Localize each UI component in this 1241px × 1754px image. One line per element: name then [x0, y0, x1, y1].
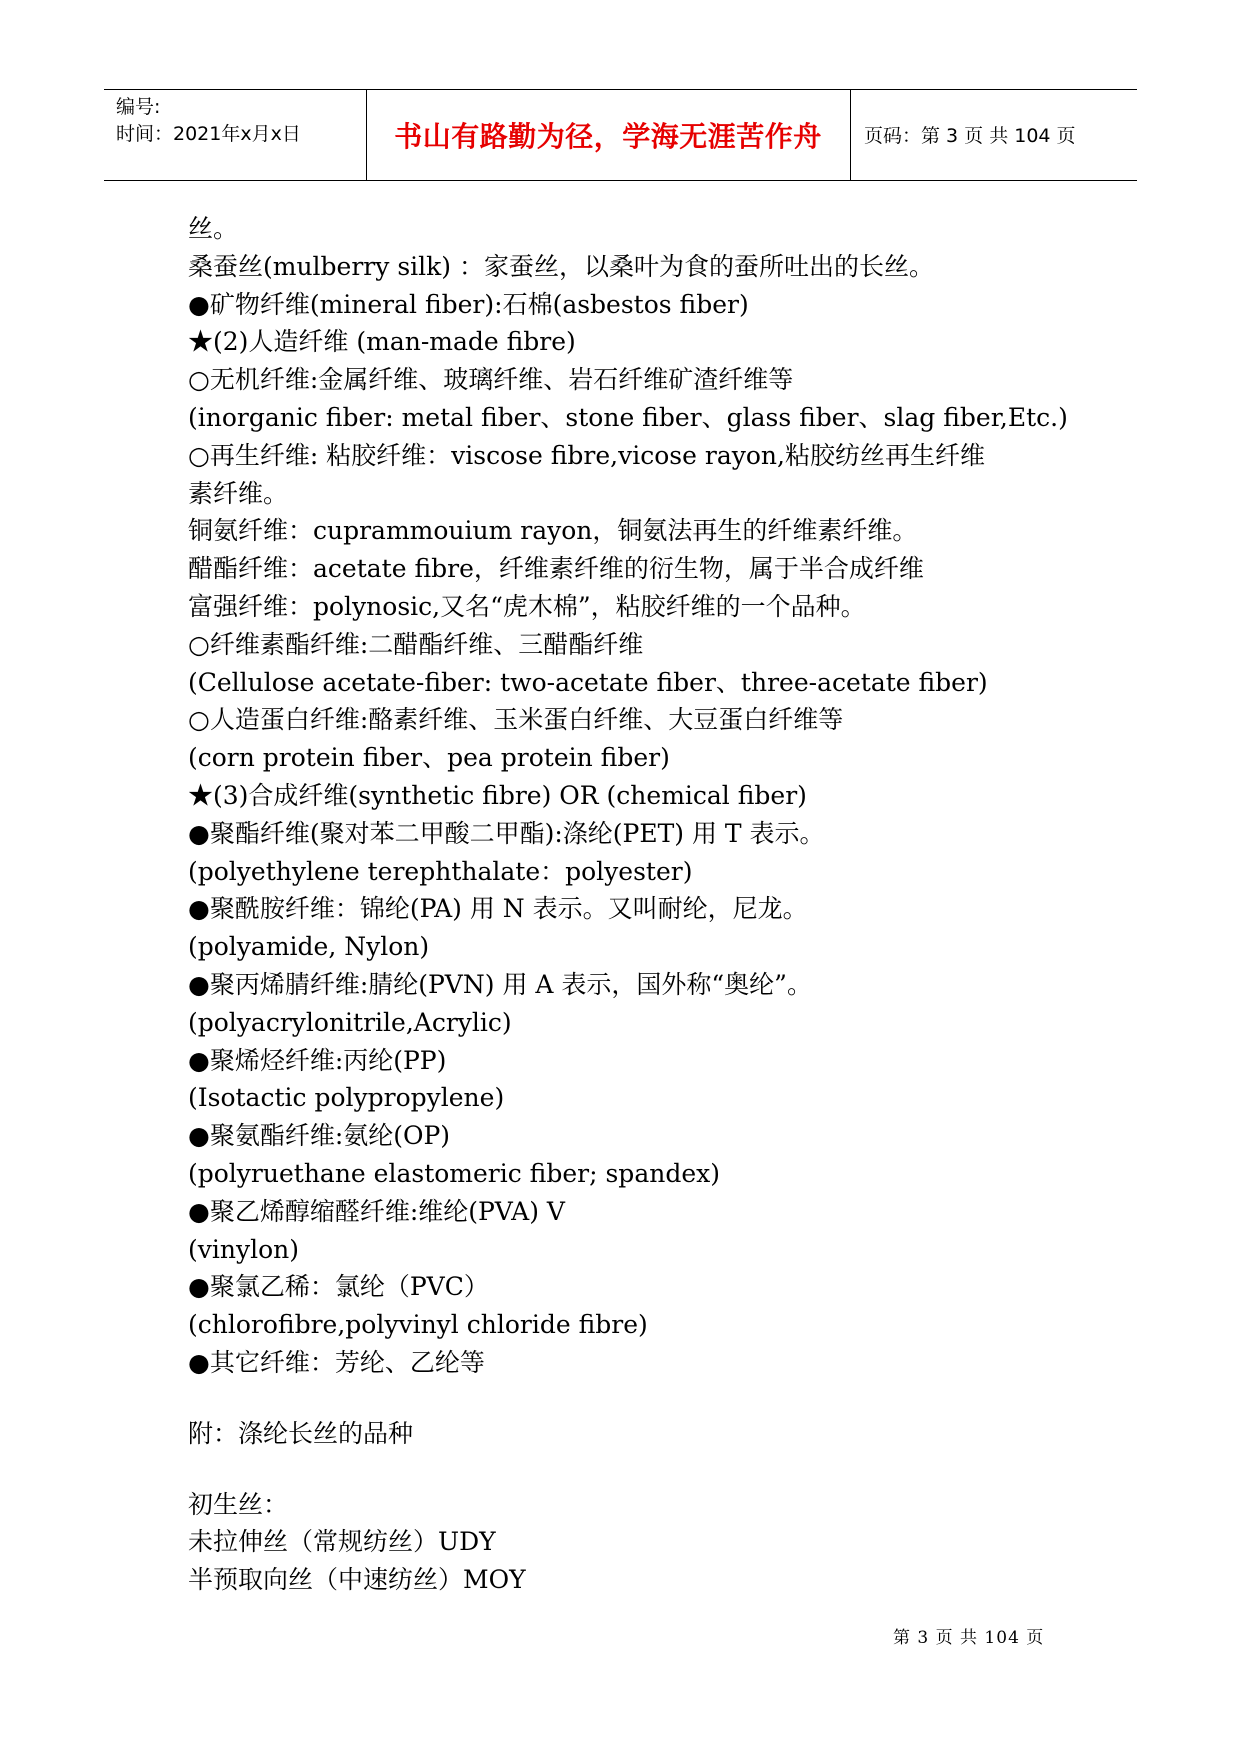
text-line: (chlorofibre,polyvinyl chloride fibre) [188, 1310, 648, 1340]
text-line: 素纤维。 [188, 478, 289, 508]
page-header [104, 89, 1137, 181]
text-line: (polyamide, Nylon) [188, 932, 430, 962]
text-line: ●其它纤维：芳纶、乙纶等 [188, 1347, 485, 1377]
text-line: ○再生纤维: 粘胶纤维：viscose fibre,vicose rayon,粘胶纺丝再生纤维 [188, 440, 985, 470]
text-line: 富强纤维：polynosic,又名“虎木棉”，粘胶纤维的一个品种。 [188, 591, 866, 621]
document-time-label: 时间：2021年x月x日 [116, 123, 301, 145]
spacer [188, 1382, 1088, 1415]
text-line: ●聚丙烯腈纤维:腈纶(PVN) 用 A 表示，国外称“奥纶”。 [188, 969, 812, 999]
spacer [188, 1453, 1088, 1486]
text-line: ★(2)人造纤维 (man-made fibre) [188, 327, 576, 357]
text-line: (Cellulose acetate-fiber: two-acetate fiber、three-acetate fiber) [188, 667, 988, 697]
text-line: ○人造蛋白纤维:酪素纤维、玉米蛋白纤维、大豆蛋白纤维等 [188, 705, 844, 735]
list-item: 未拉伸丝（常规纺丝）UDY [188, 1527, 496, 1557]
document-body [188, 210, 1088, 1599]
text-line: 丝。 [188, 214, 239, 243]
header-page-number: 页码：第 3 页 共 104 页 [864, 125, 1076, 147]
text-line: ●聚乙烯醇缩醛纤维:维纶(PVA) V [188, 1196, 565, 1226]
text-line: ●聚氯乙稀：氯纶（PVC） [188, 1272, 489, 1302]
section-title: 初生丝： [188, 1489, 289, 1519]
text-line: ○无机纤维:金属纤维、玻璃纤维、岩石纤维矿渣纤维等 [188, 365, 794, 395]
text-line: ★(3)合成纤维(synthetic fibre) OR (chemical fiber) [188, 780, 807, 810]
text-line: ●聚酯纤维(聚对苯二甲酸二甲酯):涤纶(PET) 用 T 表示。 [188, 818, 825, 848]
text-line: (polyethylene terephthalate：polyester) [188, 856, 693, 886]
text-line: (polyacrylonitrile,Acrylic) [188, 1007, 512, 1037]
text-line: (polyruethane elastomeric fiber; spandex) [188, 1158, 720, 1188]
text-line: (inorganic fiber: metal fiber、stone fiber、glass fiber、slag fiber,Etc.) [188, 402, 1068, 432]
text-line: ●聚烯烃纤维:丙纶(PP) [188, 1045, 447, 1075]
text-line: (corn protein fiber、pea protein fiber) [188, 743, 670, 773]
text-line: (Isotactic polypropylene) [188, 1083, 505, 1113]
text-line: 桑蚕丝(mulberry silk) ：家蚕丝，以桑叶为食的蚕所吐出的长丝。 [188, 251, 934, 281]
document-number-label: 编号: [116, 96, 161, 118]
text-line: ●矿物纤维(mineral fiber):石棉(asbestos fiber) [188, 289, 749, 319]
header-motto: 书山有路勤为径，学海无涯苦作舟 [394, 119, 822, 153]
header-meta [116, 94, 301, 148]
page-footer-number: 第 3 页 共 104 页 [893, 1628, 1045, 1648]
text-line: ●聚酰胺纤维：锦纶(PA) 用 N 表示。又叫耐纶，尼龙。 [188, 894, 808, 924]
text-line: 醋酯纤维：acetate fibre，纤维素纤维的衍生物，属于半合成纤维 [188, 554, 924, 584]
text-line: 铜氨纤维：cuprammouium rayon，铜氨法再生的纤维素纤维。 [188, 516, 918, 546]
text-line: ○纤维素酯纤维:二醋酯纤维、三醋酯纤维 [188, 629, 644, 659]
list-item: 半预取向丝（中速纺丝）MOY [188, 1565, 526, 1595]
text-line: (vinylon) [188, 1234, 299, 1264]
text-line: ●聚氨酯纤维:氨纶(OP) [188, 1121, 451, 1151]
header-divider [850, 90, 851, 180]
appendix-title: 附：涤纶长丝的品种 [188, 1418, 414, 1448]
